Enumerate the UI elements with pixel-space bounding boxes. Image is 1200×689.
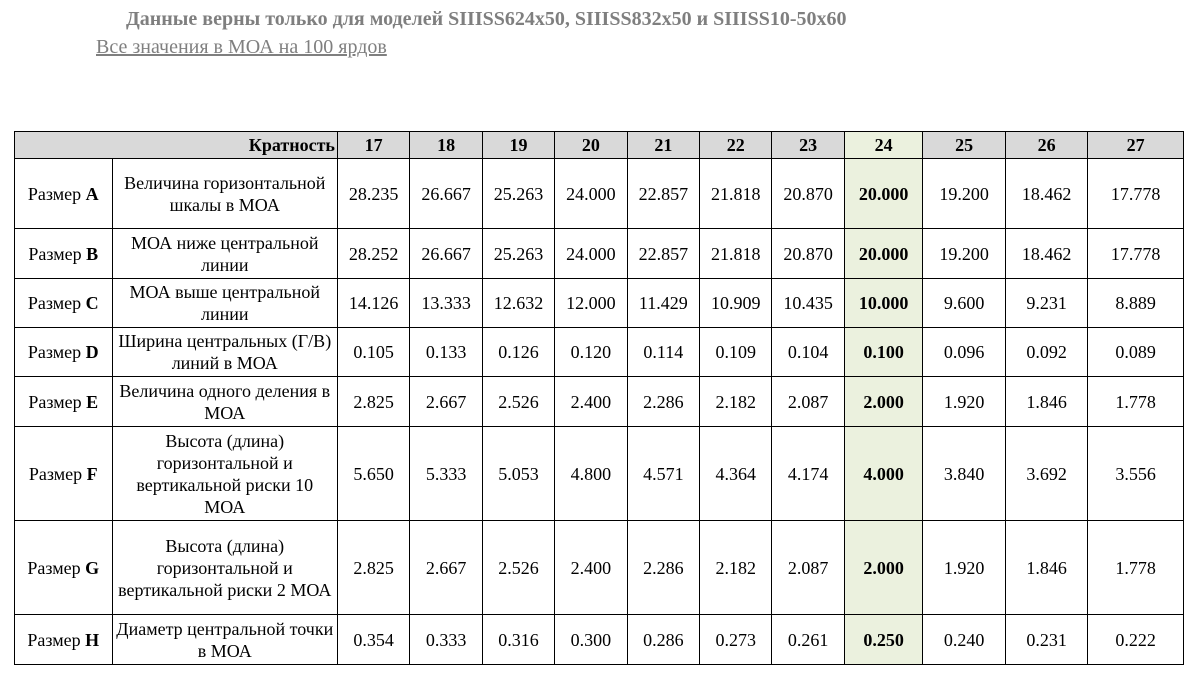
value-cell: 18.462 — [1005, 229, 1087, 279]
value-cell: 12.632 — [482, 279, 554, 328]
value-cell: 0.114 — [627, 328, 699, 377]
value-cell: 2.087 — [772, 521, 844, 615]
table-row — [15, 377, 1184, 427]
value-cell: 0.096 — [923, 328, 1005, 377]
value-cell: 0.105 — [337, 328, 409, 377]
row-name-cell — [15, 279, 113, 328]
value-cell: 9.231 — [1005, 279, 1087, 328]
value-cell: 0.126 — [482, 328, 554, 377]
value-cell: 3.692 — [1005, 427, 1087, 521]
row-letter: A — [85, 183, 99, 204]
value-cell: 0.231 — [1005, 615, 1087, 665]
value-cell: 4.364 — [700, 427, 772, 521]
row-description: Величина одного деления в МОА — [112, 377, 337, 427]
value-cell: 28.235 — [337, 159, 409, 229]
value-cell: 2.825 — [337, 521, 409, 615]
row-prefix: Размер — [28, 243, 82, 264]
value-cell-highlighted: 20.000 — [844, 229, 922, 279]
row-description: Ширина центральных (Г/В) линий в МОА — [112, 328, 337, 377]
table-row — [15, 279, 1184, 328]
value-cell: 21.818 — [700, 229, 772, 279]
value-cell: 2.400 — [555, 377, 627, 427]
row-name-cell — [15, 229, 113, 279]
value-cell: 0.354 — [337, 615, 409, 665]
table-row — [15, 427, 1184, 521]
value-cell: 21.818 — [700, 159, 772, 229]
value-cell: 0.133 — [410, 328, 482, 377]
column-header-highlighted: 24 — [844, 132, 922, 159]
value-cell: 20.870 — [772, 229, 844, 279]
value-cell: 0.104 — [772, 328, 844, 377]
value-cell: 2.182 — [700, 521, 772, 615]
table-row — [15, 229, 1184, 279]
row-name-cell — [15, 328, 113, 377]
header-row — [15, 132, 1184, 159]
value-cell: 1.920 — [923, 377, 1005, 427]
row-description: Диаметр центральной точки в МОА — [112, 615, 337, 665]
value-cell: 1.846 — [1005, 377, 1087, 427]
row-name-cell — [15, 521, 113, 615]
value-cell: 22.857 — [627, 229, 699, 279]
value-cell: 2.667 — [410, 521, 482, 615]
row-prefix: Размер — [28, 391, 82, 412]
value-cell: 17.778 — [1088, 229, 1184, 279]
value-cell: 2.526 — [482, 521, 554, 615]
row-name-cell — [15, 377, 113, 427]
value-cell: 19.200 — [923, 229, 1005, 279]
row-name-cell — [15, 159, 113, 229]
value-cell: 0.261 — [772, 615, 844, 665]
value-cell: 22.857 — [627, 159, 699, 229]
value-cell: 17.778 — [1088, 159, 1184, 229]
row-letter: G — [85, 557, 100, 578]
value-cell: 0.109 — [700, 328, 772, 377]
value-cell: 3.840 — [923, 427, 1005, 521]
column-header: 19 — [482, 132, 554, 159]
value-cell: 13.333 — [410, 279, 482, 328]
row-name-cell — [15, 615, 113, 665]
value-cell: 2.400 — [555, 521, 627, 615]
row-prefix: Размер — [27, 293, 82, 313]
value-cell: 26.667 — [410, 159, 482, 229]
row-prefix: Размер — [27, 629, 81, 650]
value-cell: 1.778 — [1088, 521, 1184, 615]
value-cell: 1.778 — [1088, 377, 1184, 427]
row-letter: E — [86, 391, 99, 412]
value-cell: 5.053 — [482, 427, 554, 521]
value-cell: 2.286 — [627, 377, 699, 427]
row-prefix: Размер — [28, 463, 83, 484]
value-cell: 0.089 — [1088, 328, 1184, 377]
value-cell: 0.333 — [410, 615, 482, 665]
value-cell-highlighted: 2.000 — [844, 521, 922, 615]
value-cell-highlighted: 0.250 — [844, 615, 922, 665]
value-cell-highlighted: 4.000 — [844, 427, 922, 521]
row-letter: B — [86, 243, 99, 264]
column-header: 26 — [1005, 132, 1087, 159]
table-row — [15, 615, 1184, 665]
value-cell: 1.920 — [923, 521, 1005, 615]
value-cell: 2.526 — [482, 377, 554, 427]
value-cell: 2.087 — [772, 377, 844, 427]
value-cell: 25.263 — [482, 159, 554, 229]
reticle-table — [14, 131, 1184, 665]
value-cell: 2.182 — [700, 377, 772, 427]
value-cell: 3.556 — [1088, 427, 1184, 521]
row-description: Величина горизонтальной шкалы в МОА — [112, 159, 337, 229]
value-cell: 0.092 — [1005, 328, 1087, 377]
column-header: 17 — [337, 132, 409, 159]
value-cell: 28.252 — [337, 229, 409, 279]
value-cell: 24.000 — [555, 159, 627, 229]
value-cell: 10.909 — [700, 279, 772, 328]
value-cell: 25.263 — [482, 229, 554, 279]
row-name-cell — [15, 427, 113, 521]
value-cell: 14.126 — [337, 279, 409, 328]
row-letter: F — [86, 463, 98, 484]
value-cell: 0.286 — [627, 615, 699, 665]
value-cell: 12.000 — [555, 279, 627, 328]
row-prefix: Размер — [27, 342, 82, 362]
value-cell: 5.650 — [337, 427, 409, 521]
value-cell: 2.286 — [627, 521, 699, 615]
page-subtitle-link[interactable]: Все значения в МОА на 100 ярдов — [96, 36, 387, 58]
value-cell: 18.462 — [1005, 159, 1087, 229]
row-description: Высота (длина) горизонтальной и вертикальной риски 10 МОА — [112, 427, 337, 521]
value-cell: 1.846 — [1005, 521, 1087, 615]
value-cell-highlighted: 0.100 — [844, 328, 922, 377]
row-description: Высота (длина) горизонтальной и вертикальной риски 2 МОА — [112, 521, 337, 615]
row-letter: C — [85, 293, 99, 313]
column-header: 21 — [627, 132, 699, 159]
value-cell: 10.435 — [772, 279, 844, 328]
column-header: 22 — [700, 132, 772, 159]
row-prefix: Размер — [27, 557, 81, 578]
value-cell: 5.333 — [410, 427, 482, 521]
value-cell: 4.174 — [772, 427, 844, 521]
column-header: 23 — [772, 132, 844, 159]
value-cell: 8.889 — [1088, 279, 1184, 328]
magnification-label: Кратность — [15, 132, 338, 159]
row-description: МОА ниже центральной линии — [112, 229, 337, 279]
table-row — [15, 521, 1184, 615]
page-title: Данные верны только для моделей SIIISS624x50, SIIISS832x50 и SIIISS10-50x60 — [126, 8, 847, 30]
value-cell-highlighted: 2.000 — [844, 377, 922, 427]
table-row — [15, 328, 1184, 377]
value-cell: 20.870 — [772, 159, 844, 229]
value-cell-highlighted: 10.000 — [844, 279, 922, 328]
value-cell: 24.000 — [555, 229, 627, 279]
row-prefix: Размер — [27, 183, 82, 204]
column-header: 20 — [555, 132, 627, 159]
column-header: 27 — [1088, 132, 1184, 159]
value-cell: 9.600 — [923, 279, 1005, 328]
value-cell: 0.273 — [700, 615, 772, 665]
value-cell: 2.825 — [337, 377, 409, 427]
value-cell: 4.571 — [627, 427, 699, 521]
column-header: 25 — [923, 132, 1005, 159]
value-cell: 4.800 — [555, 427, 627, 521]
table-row — [15, 159, 1184, 229]
value-cell: 11.429 — [627, 279, 699, 328]
value-cell: 0.222 — [1088, 615, 1184, 665]
value-cell: 26.667 — [410, 229, 482, 279]
row-letter: D — [85, 342, 99, 362]
value-cell: 0.300 — [555, 615, 627, 665]
value-cell: 19.200 — [923, 159, 1005, 229]
row-description: МОА выше центральной линии — [112, 279, 337, 328]
value-cell: 0.316 — [482, 615, 554, 665]
column-header: 18 — [410, 132, 482, 159]
value-cell: 0.120 — [555, 328, 627, 377]
value-cell: 0.240 — [923, 615, 1005, 665]
row-letter: H — [85, 629, 100, 650]
value-cell-highlighted: 20.000 — [844, 159, 922, 229]
value-cell: 2.667 — [410, 377, 482, 427]
